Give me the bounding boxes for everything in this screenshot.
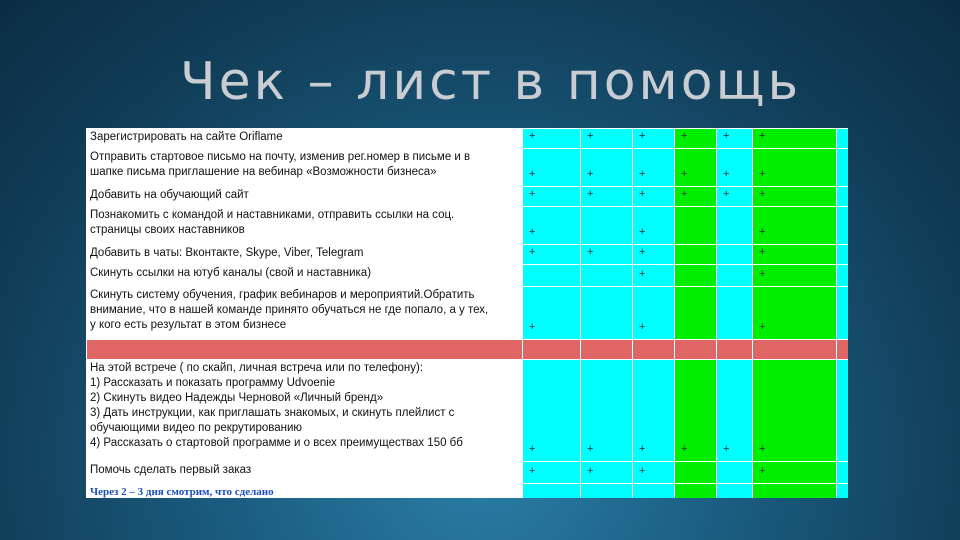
mark-cell: + (753, 360, 837, 462)
mark-cell (837, 187, 849, 207)
mark-cell (523, 484, 581, 499)
task-cell: Добавить на обучающий сайт (87, 187, 523, 207)
mark-cell (837, 265, 849, 287)
task-cell: Через 2 – 3 дня смотрим, что сделано (87, 484, 523, 499)
mark-cell: + (581, 187, 633, 207)
mark-cell: + (753, 129, 837, 149)
mark-cell (837, 207, 849, 245)
task-cell: Скинуть ссылки на ютуб каналы (свой и наставника) (87, 265, 523, 287)
slide-title: Чек – лист в помощь (180, 52, 802, 112)
mark-cell: + (633, 287, 675, 340)
mark-cell (717, 462, 753, 484)
mark-cell (837, 484, 849, 499)
mark-cell (675, 340, 717, 360)
mark-cell: + (523, 149, 581, 187)
table-row (87, 360, 849, 462)
task-cell: Отправить стартовое письмо на почту, изменив рег.номер в письме и в шапке письма приглашение на вебинар «Возможности бизнеса» (87, 149, 523, 187)
table-row (87, 187, 849, 207)
mark-cell: + (753, 187, 837, 207)
table-row (87, 207, 849, 245)
mark-cell (753, 484, 837, 499)
mark-cell: + (581, 360, 633, 462)
mark-cell: + (581, 245, 633, 265)
mark-cell (675, 245, 717, 265)
mark-cell: + (633, 462, 675, 484)
mark-cell (581, 484, 633, 499)
mark-cell: + (523, 462, 581, 484)
mark-cell (675, 265, 717, 287)
mark-cell: + (675, 129, 717, 149)
mark-cell (581, 207, 633, 245)
mark-cell (675, 484, 717, 499)
table-row (87, 462, 849, 484)
mark-cell (753, 340, 837, 360)
mark-cell: + (753, 462, 837, 484)
mark-cell: + (633, 129, 675, 149)
mark-cell (837, 360, 849, 462)
mark-cell (717, 287, 753, 340)
mark-cell (717, 340, 753, 360)
task-cell: Помочь сделать первый заказ (87, 462, 523, 484)
mark-cell: + (675, 360, 717, 462)
mark-cell (837, 340, 849, 360)
mark-cell: + (753, 245, 837, 265)
mark-cell (837, 149, 849, 187)
task-cell (87, 340, 523, 360)
table-row (87, 129, 849, 149)
mark-cell (717, 265, 753, 287)
mark-cell: + (581, 462, 633, 484)
mark-cell (675, 287, 717, 340)
mark-cell: + (523, 187, 581, 207)
table-row (87, 265, 849, 287)
mark-cell (675, 462, 717, 484)
mark-cell (717, 484, 753, 499)
mark-cell (837, 245, 849, 265)
mark-cell: + (753, 265, 837, 287)
task-cell: Добавить в чаты: Вконтакте, Skype, Viber, Telegram (87, 245, 523, 265)
mark-cell: + (523, 129, 581, 149)
mark-cell: + (581, 149, 633, 187)
mark-cell: + (717, 187, 753, 207)
task-cell: Скинуть систему обучения, график вебинаров и мероприятий.Обратить внимание, что в нашей команде принято обучаться не где попало, а у тех, у кого есть результат в этом бизнесе (87, 287, 523, 340)
mark-cell: + (523, 360, 581, 462)
mark-cell: + (523, 207, 581, 245)
task-cell: Познакомить с командой и наставниками, отправить ссылки на соц. страницы своих наставников (87, 207, 523, 245)
mark-cell: + (633, 187, 675, 207)
mark-cell: + (633, 265, 675, 287)
mark-cell: + (675, 187, 717, 207)
table-row (87, 149, 849, 187)
mark-cell: + (753, 149, 837, 187)
mark-cell (581, 265, 633, 287)
checklist-table-wrap (86, 128, 848, 498)
mark-cell: + (717, 360, 753, 462)
mark-cell (581, 340, 633, 360)
separator-row (87, 340, 849, 360)
mark-cell (837, 287, 849, 340)
mark-cell (837, 129, 849, 149)
mark-cell (837, 462, 849, 484)
mark-cell (523, 265, 581, 287)
mark-cell (581, 287, 633, 340)
mark-cell: + (753, 287, 837, 340)
task-cell: На этой встрече ( по скайп, личная встреча или по телефону): 1) Рассказать и показать программу Udvoenie 2) Скинуть видео Надежды Черновой «Личный бренд» 3) Дать инструкции, как приглашать знакомых, и скинуть плейлист с обучающими видео по рекрутированию 4) Рассказать о стартовой программе и о всех преимуществах 150 бб (87, 360, 523, 462)
table-row (87, 245, 849, 265)
mark-cell: + (753, 207, 837, 245)
task-cell: Зарегистрировать на сайте Oriflame (87, 129, 523, 149)
table-row (87, 484, 849, 499)
table-row (87, 287, 849, 340)
mark-cell: + (633, 149, 675, 187)
mark-cell: + (633, 245, 675, 265)
mark-cell (717, 245, 753, 265)
mark-cell: + (633, 207, 675, 245)
mark-cell (633, 340, 675, 360)
mark-cell: + (717, 149, 753, 187)
mark-cell (633, 484, 675, 499)
mark-cell: + (633, 360, 675, 462)
checklist-table (86, 128, 848, 498)
mark-cell: + (675, 149, 717, 187)
mark-cell: + (523, 287, 581, 340)
mark-cell: + (717, 129, 753, 149)
mark-cell (523, 340, 581, 360)
mark-cell: + (523, 245, 581, 265)
mark-cell (717, 207, 753, 245)
mark-cell (675, 207, 717, 245)
mark-cell: + (581, 129, 633, 149)
